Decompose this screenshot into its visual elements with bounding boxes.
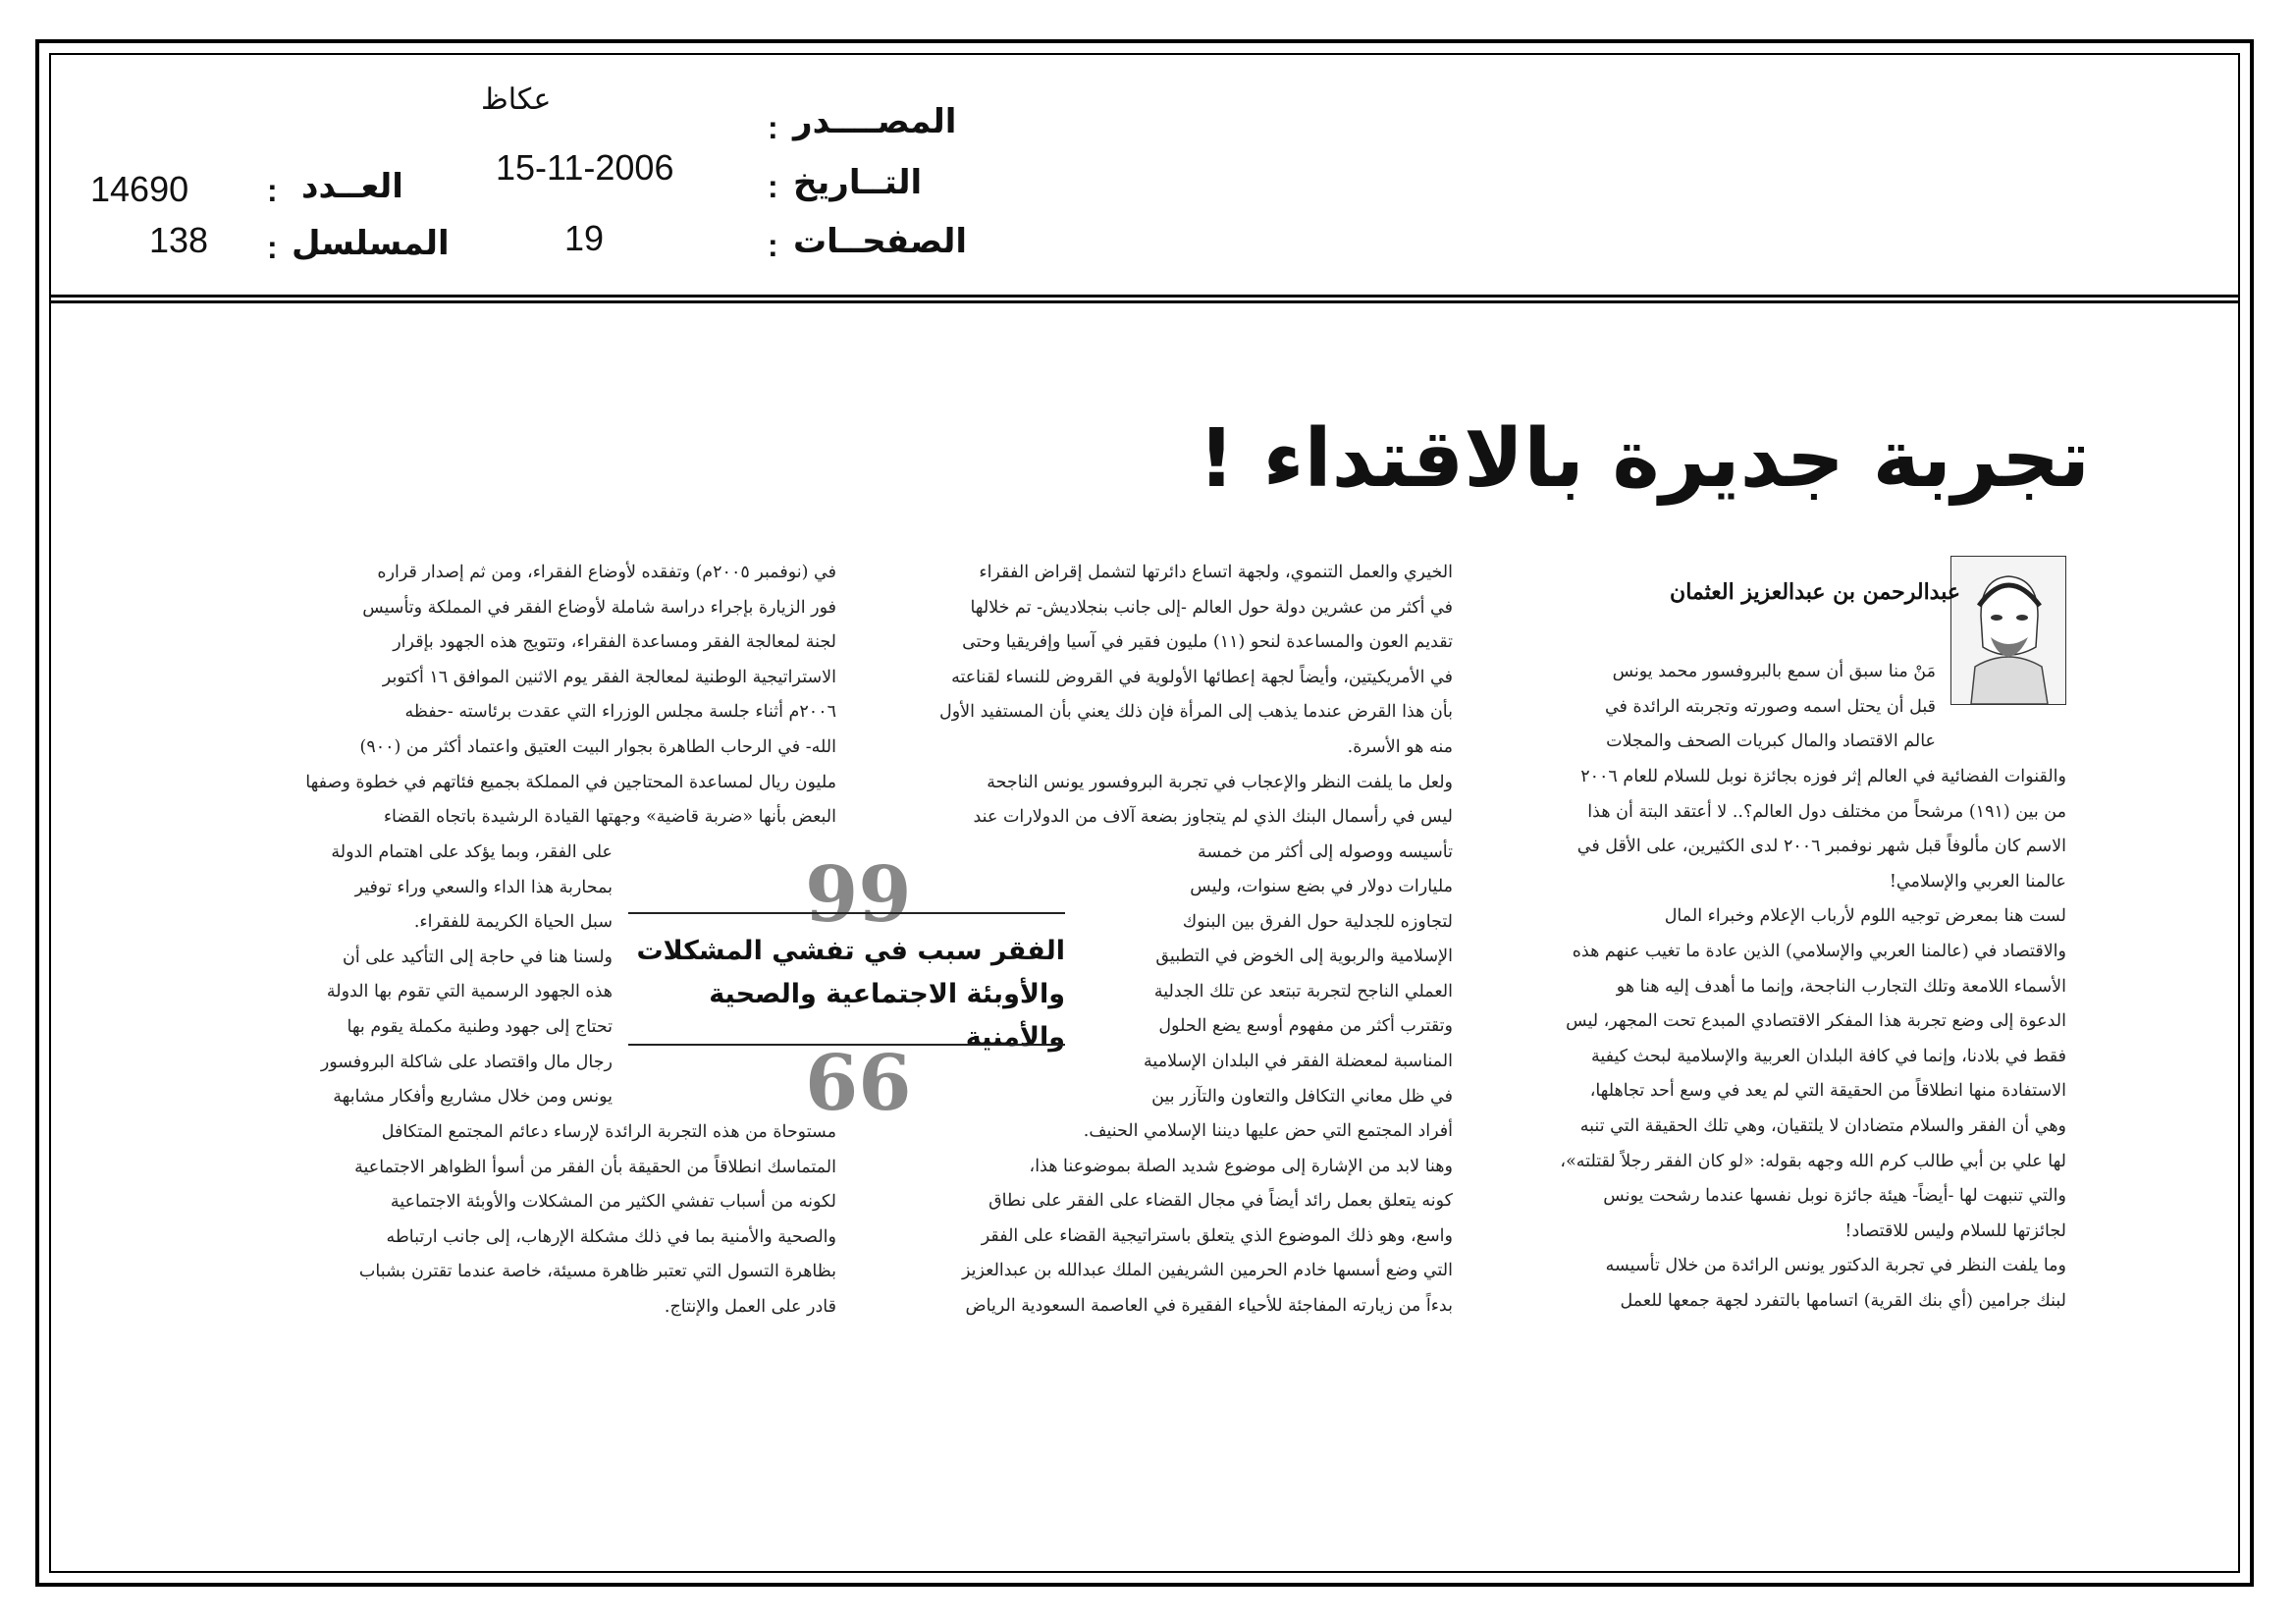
author-portrait-icon: [1951, 557, 2065, 704]
paragraph-line: وهي أن الفقر والسلام متضادان لا يلتقيان، وهي تلك الحقيقة التي تنبه: [1579, 1115, 2066, 1136]
pull-quote-top-rule: [628, 912, 1065, 914]
issue-value: 14690: [90, 169, 189, 209]
source-label: المصــــدر: [793, 102, 957, 141]
paragraph-line: بدءاً من زيارته المفاجئة للأحياء الفقيرة في العاصمة السعودية الرياض: [965, 1295, 1453, 1316]
paragraph-line: واسع، وهو ذلك الموضوع الذي يتعلق باستراتيجية القضاء على الفقر: [981, 1225, 1453, 1246]
paragraph-line: ٢٠٠٦م أثناء جلسة مجلس الوزراء التي عقدت برئاسته -حفظه: [404, 702, 836, 723]
paragraph-line: التي وضع أسسها خادم الحرمين الشريفين الملك عبدالله بن عبدالعزيز: [961, 1261, 1453, 1281]
column-3-top: [228, 556, 836, 836]
paragraph-line: تحتاج إلى جهود وطنية مكملة يقوم بها: [347, 1016, 613, 1037]
source-value: عكاظ: [481, 83, 552, 116]
paragraph-line: لجنة لمعالجة الفقر ومساعدة الفقراء، وتتويج هذه الجهود بإقرار: [393, 632, 836, 653]
issue-colon: :: [267, 173, 278, 208]
paragraph-line: والقنوات الفضائية في العالم إثر فوزه بجائزة نوبل للسلام للعام ٢٠٠٦: [1580, 767, 2066, 786]
quote-open-mark: 99: [805, 850, 912, 940]
paragraph-line: رجال مال واقتصاد على شاكلة البروفسور: [320, 1052, 613, 1072]
serial-value: 138: [149, 220, 209, 260]
column-3-narrow: [228, 836, 613, 1115]
paragraph-line: بظاهرة التسول التي تعتبر ظاهرة مسيئة، خاصة عندما تقترن بشباب: [358, 1262, 836, 1282]
paragraph-line: الخيري والعمل التنموي، ولجهة اتساع دائرتها لتشمل إقراض الفقراء: [979, 563, 1453, 582]
paragraph-line: بأن هذا القرض عندما يذهب إلى المرأة فإن ذلك يعني بأن المستفيد الأول: [939, 702, 1453, 723]
paragraph-line: الأسماء اللامعة وتلك التجارب الناجحة، وإنما ما أهدف إليه هنا هو: [1616, 976, 2066, 997]
paragraph-line: عالمنا العربي والإسلامي!: [1889, 871, 2066, 892]
paragraph-line: والصحية والأمنية بما في ذلك مشكلة الإرهاب، إلى جانب ارتباطه: [386, 1226, 836, 1247]
column-2-narrow: [1088, 870, 1453, 1114]
paragraph-line: قبل أن يحتل اسمه وصورته وتجربته الرائدة في: [1604, 696, 1936, 717]
paragraph-line: المناسبة لمعضلة الفقر في البلدان الإسلامية: [1144, 1051, 1453, 1071]
paragraph-line: والتي تنبهت لها -أيضاً- هيئة جائزة نوبل نفسها عندما رشحت يونس: [1603, 1186, 2066, 1207]
paragraph-line: قادر على العمل والإنتاج.: [664, 1296, 836, 1317]
date-colon: :: [768, 169, 778, 204]
paragraph-line: والاقتصاد في (عالمنا العربي والإسلامي) الذين عادة ما تغيب عنهم هذه: [1572, 941, 2066, 961]
paragraph-line: لبنك جرامين (أي بنك القرية) اتسامها بالتفرد لجهة جمعها للعمل: [1620, 1290, 2066, 1311]
column-1-body: [1460, 760, 2066, 1320]
paragraph-line: مستوحاة من هذه التجربة الرائدة لإرساء دعائم المجتمع المتكافل: [381, 1122, 836, 1142]
pull-quote-line-1: الفقر سبب في تفشي المشكلات: [636, 936, 1065, 966]
paragraph-line: أفراد المجتمع التي حض عليها ديننا الإسلامي الحنيف.: [1083, 1121, 1453, 1141]
header-divider: [49, 295, 2240, 298]
issue-label: العــدد: [301, 167, 403, 206]
paragraph-line: لتجاوزه للجدلية حول الفرق بين البنوك: [1182, 911, 1453, 932]
paragraph-line: العملي الناجح لتجربة تبتعد عن تلك الجدلية: [1153, 981, 1453, 1001]
paragraph-line: ولعل ما يلفت النظر والإعجاب في تجربة البروفسور يونس الناجحة: [987, 772, 1453, 792]
column-2-top: [842, 556, 1453, 870]
paragraph-line: بمحاربة هذا الداء والسعي وراء توفير: [354, 877, 613, 897]
paragraph-line: مليارات دولار في بضع سنوات، وليس: [1190, 877, 1453, 896]
pull-quote: [628, 850, 1065, 1128]
paragraph-line: الاستفادة منها انطلاقاً من الحقيقة التي لم يعد في وسع أحد تجاهلها،: [1589, 1081, 2066, 1102]
serial-colon: :: [267, 230, 278, 265]
paragraph-line: لكونه من أسباب تفشي الكثير من المشكلات والأوبئة الاجتماعية: [390, 1192, 836, 1213]
paragraph-line: الاسم كان مألوفاً قبل شهر نوفمبر ٢٠٠٦ لدى الكثيرين، على الأقل في: [1576, 837, 2066, 857]
paragraph-line: الدعوة إلى وضع تجربة هذا المفكر الاقتصادي المبدع تحت المجهر، ليس: [1566, 1011, 2066, 1032]
paragraph-line: الله- في الرحاب الطاهرة بجوار البيت العتيق واعتماد أكثر من (٩٠٠): [359, 736, 836, 757]
paragraph-line: لجائزتها للسلام وليس للاقتصاد!: [1844, 1220, 2066, 1241]
paragraph-line: كونه يتعلق بعمل رائد أيضاً في مجال القضاء على الفقر على نطاق: [988, 1191, 1453, 1212]
paragraph-line: وما يلفت النظر في تجربة الدكتور يونس الرائدة من خلال تأسيسه: [1605, 1256, 2066, 1276]
paragraph-line: تقديم العون والمساعدة لنحو (١١) مليون فقير في آسيا وإفريقيا وحتى: [962, 632, 1453, 653]
paragraph-line: لها علي بن أبي طالب كرم الله وجهه بقوله: «لو كان الفقر رجلاً لقتلته»،: [1560, 1151, 2066, 1171]
date-value: 15-11-2006: [496, 147, 674, 188]
paragraph-line: البعض بأنها «ضربة قاضية» وجهتها القيادة الرشيدة باتجاه القضاء: [383, 807, 836, 828]
paragraph-line: من بين (١٩١) مرشحاً من مختلف دول العالم؟.. لا أعتقد البتة أن هذا: [1587, 801, 2066, 822]
paragraph-line: ولسنا هنا في حاجة إلى التأكيد على أن: [342, 947, 613, 967]
serial-label: المسلسل: [292, 224, 450, 263]
paragraph-line: تأسيسه ووصوله إلى أكثر من خمسة: [1197, 841, 1453, 862]
paragraph-line: مَنْ منا سبق أن سمع بالبروفسور محمد يونس: [1612, 662, 1936, 681]
paragraph-line: وتقترب أكثر من مفهوم أوسع يضع الحلول: [1158, 1016, 1453, 1037]
paragraph-line: يونس ومن خلال مشاريع وأفكار مشابهة: [333, 1087, 613, 1108]
header-divider-2: [49, 300, 2240, 303]
paragraph-line: الاستراتيجية الوطنية لمعالجة الفقر يوم الاثنين الموافق ١٦ أكتوبر: [382, 667, 836, 687]
paragraph-line: مليون ريال لمساعدة المحتاجين في المملكة بجميع فئاتهم في خطوة وصفها: [305, 772, 836, 792]
paragraph-line: لست هنا بمعرض توجيه اللوم لأرباب الإعلام وخبراء المال: [1664, 906, 2066, 927]
article-headline: تجربة جديرة بالاقتداء !: [1198, 412, 2090, 506]
paragraph-line: في ظل معاني التكافل والتعاون والتآزر بين: [1151, 1086, 1453, 1107]
paragraph-line: فور الزيارة بإجراء دراسة شاملة لأوضاع الفقر في المملكة وتأسيس: [362, 597, 836, 618]
author-photo: [1950, 556, 2066, 705]
column-2-bottom: [842, 1114, 1453, 1325]
paragraph-line: في أكثر من عشرين دولة حول العالم -إلى جانب بنجلاديش- تم خلالها: [970, 597, 1453, 618]
paragraph-line: المتماسك انطلاقاً من الحقيقة بأن الفقر من أسوأ الظواهر الاجتماعية: [354, 1157, 836, 1177]
pages-colon: :: [768, 228, 778, 263]
paragraph-line: منه هو الأسرة.: [1347, 736, 1453, 757]
paragraph-line: فقط في بلادنا، وإنما في كافة البلدان العربية والإسلامية لبحث كيفية: [1590, 1046, 2066, 1066]
paragraph-line: وهنا لابد من الإشارة إلى موضوع شديد الصلة بموضوعنا هذا،: [1029, 1156, 1453, 1176]
paragraph-line: عالم الاقتصاد والمال كبريات الصحف والمجلات: [1606, 731, 1936, 752]
source-colon: :: [768, 110, 778, 145]
quote-close-mark: 66: [805, 1039, 912, 1128]
paragraph-line: الإسلامية والربوية إلى الخوض في التطبيق: [1155, 947, 1453, 967]
paragraph-line: هذه الجهود الرسمية التي تقوم بها الدولة: [326, 982, 613, 1002]
paragraph-line: في الأمريكيتين، وأيضاً لجهة إعطائها الأولوية في القروض للنساء لقناعته: [951, 667, 1453, 687]
pages-label: الصفحــات: [793, 222, 968, 261]
pages-value: 19: [564, 218, 605, 258]
paragraph-line: سبل الحياة الكريمة للفقراء.: [413, 912, 613, 933]
paragraph-line: على الفقر، وبما يؤكد على اهتمام الدولة: [331, 842, 613, 862]
pull-quote-line-2: والأوبئة الاجتماعية والصحية والأمنية: [709, 979, 1065, 1053]
paragraph-line: ليس في رأسمال البنك الذي لم يتجاوز بضعة آلاف من الدولارات عند: [973, 807, 1453, 828]
author-byline: عبدالرحمن بن عبدالعزيز العثمان: [1670, 579, 1960, 605]
column-3-bottom: [228, 1115, 836, 1326]
column-1-top: [1460, 655, 1936, 760]
paragraph-line: في (نوفمبر ٢٠٠٥م) وتفقده لأوضاع الفقراء، ومن ثم إصدار قراره: [377, 563, 836, 582]
date-label: التــاريخ: [793, 163, 923, 202]
